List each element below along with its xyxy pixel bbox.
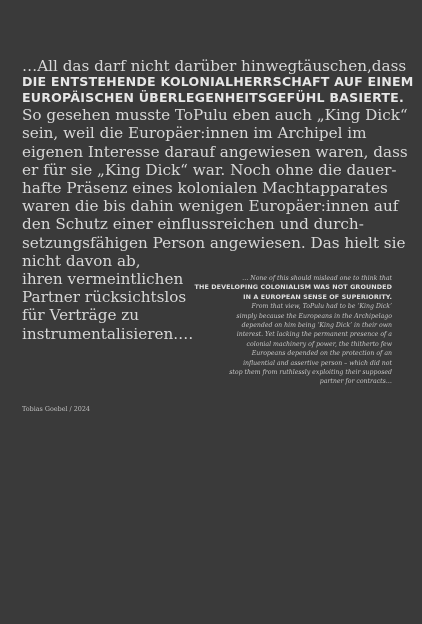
english-text-line: colonial machinery of power, the thitherto few <box>246 340 392 348</box>
german-text-line: waren die bis dahin wenigen Europäer:innen auf <box>22 197 399 216</box>
author-credit: Tobias Goebel / 2024 <box>22 405 90 413</box>
english-translation-block <box>178 274 392 387</box>
english-highlight-line: IN A EUROPEAN SENSE OF SUPERIORITY. <box>243 292 392 301</box>
german-text-line: …All das darf nicht darüber hinwegtäuschen,dass <box>22 57 407 75</box>
german-text-line: sein, weil die Europäer:innen im Archipel im <box>22 124 367 143</box>
english-text-line: depended on him being ‘King Dick’ in their own <box>241 322 392 330</box>
german-text-line: ihren vermeintlichen <box>22 270 184 289</box>
english-text-line: simply because the Europeans in the Archipelago <box>236 312 392 320</box>
german-text-line: hafte Präsenz eines kolonialen Machtapparates <box>22 179 388 198</box>
english-text-line: … None of this should mislead one to think that <box>242 275 392 282</box>
english-text-line: interest. Yet lacking the permanent presence of a <box>236 331 392 339</box>
english-text-line: partner for contracts… <box>319 378 392 386</box>
german-text-line: für Verträge zu <box>22 306 140 325</box>
german-text-line: er für sie „King Dick“ war. Noch ohne die dauer- <box>22 160 397 179</box>
english-text-line: influential and assertive person – which did not <box>243 359 392 367</box>
german-text-line: Partner rücksichtslos <box>22 288 187 307</box>
english-text-line: stop them from ruthlessly exploiting their supposed <box>229 369 392 377</box>
german-highlight-line: EUROPÄISCHEN ÜBERLEGENHEITSGEFÜHL BASIERTE. <box>22 90 404 106</box>
english-text-line: Europeans depended on the protection of an <box>251 350 392 358</box>
german-text-line: nicht davon ab, <box>22 251 141 270</box>
english-text-line: From that view, ToPulu had to be ‘King Dick’ <box>251 303 392 311</box>
german-text-line: eigenen Interesse darauf angewiesen waren, dass <box>22 142 408 161</box>
german-text-line: setzungsfähigen Person angewiesen. Das hielt sie <box>22 233 406 252</box>
german-text-line: instrumentalisieren.… <box>22 324 194 343</box>
german-text-line: den Schutz einer einflussreichen und durch- <box>22 215 364 234</box>
english-highlight-line: THE DEVELOPING COLONIALISM WAS NOT GROUNDED <box>194 283 392 292</box>
german-text-line: So gesehen musste ToPulu eben auch „King Dick“ <box>22 106 408 125</box>
german-highlight-line: DIE ENTSTEHENDE KOLONIALHERRSCHAFT AUF EINEM <box>22 74 414 90</box>
